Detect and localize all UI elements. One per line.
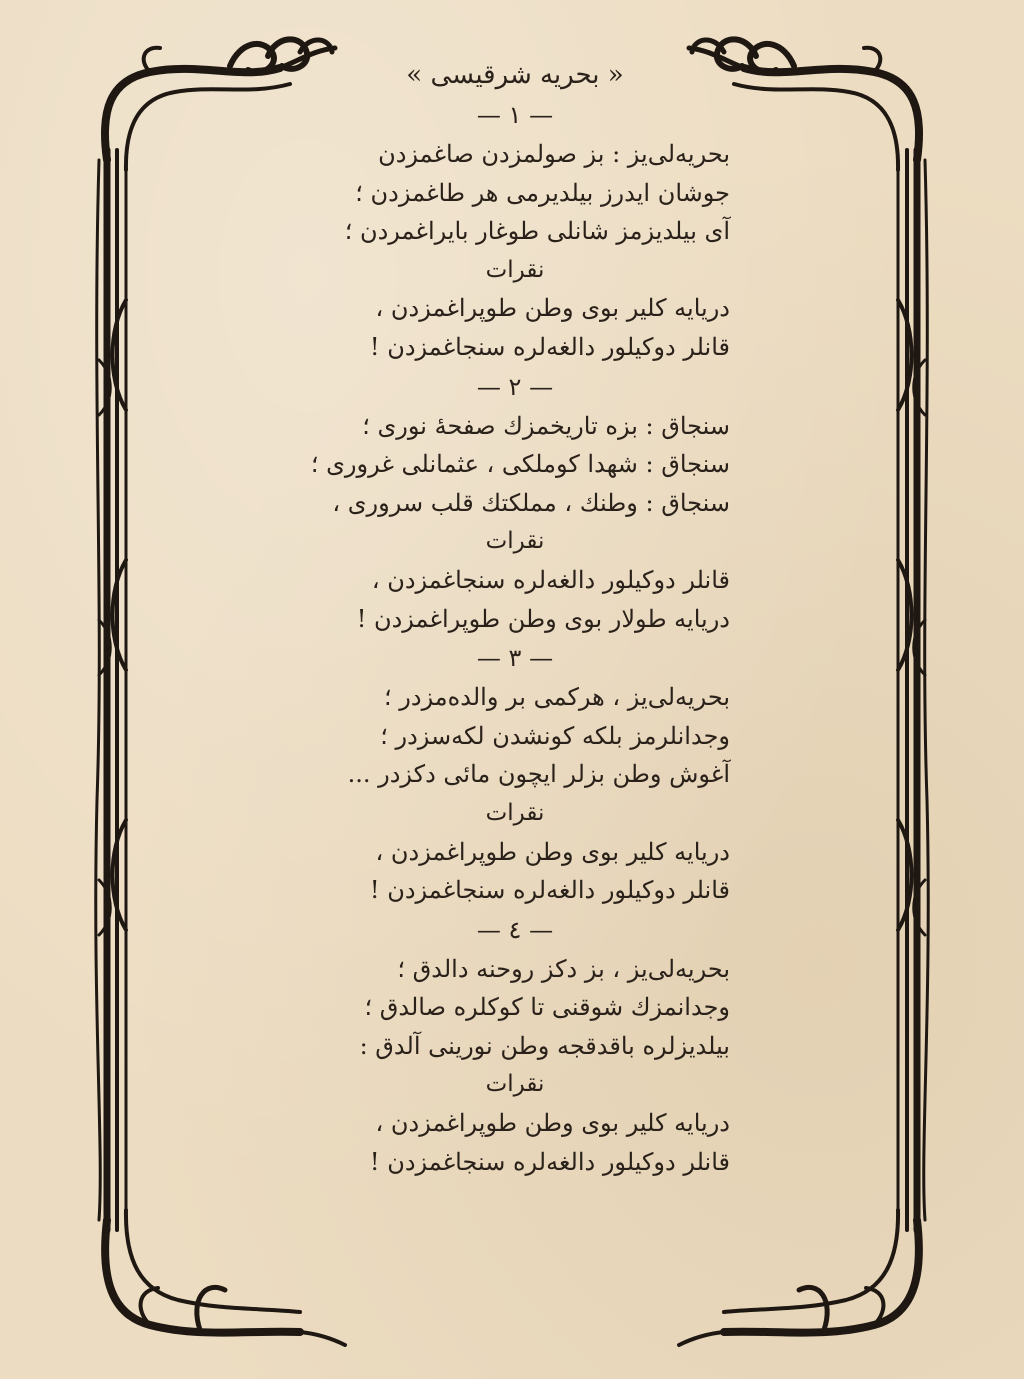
corner-ornament-bottom-right (679, 1210, 919, 1345)
verse-line: جوشان ایدرز بیلدیرمی هر طاغمزدن ؛ (355, 178, 730, 207)
refrain-line: قانلر دوکیلور دالغه‌لره سنجاغمزدن ! (369, 876, 730, 905)
right-border-band (898, 150, 928, 1230)
stanza-number: — ١ — (476, 101, 554, 129)
corner-ornament-bottom-left (105, 1210, 345, 1345)
refrain-line: قانلر دوکیلور دالغه‌لره سنجاغمزدن ! (369, 1147, 730, 1176)
stanza-number: — ٣ — (476, 644, 554, 673)
refrain-line: قانلر دوکیلور دالغه‌لره سنجاغمزدن ! (369, 332, 730, 361)
verse-line: آغوش وطن بزلر ایچون مائی دکزدر ... (347, 760, 730, 789)
verse-line: سنجاق : شهدا کوملکی ، عثمانلی غروری ؛ (310, 450, 730, 479)
stanza-number: — ٤ — (476, 915, 554, 944)
verse-line: سنجاق : بزه تاریخمزك صفحهٔ نوری ؛ (362, 411, 730, 440)
verse-line: بحریه‌لی‌یز : بز صولمزدن صاغمزدن (378, 140, 730, 168)
verse-line: وجدانمزك شوقنی تا کوکلره صالدق ؛ (364, 993, 730, 1022)
left-border-band (96, 150, 126, 1230)
stanza (300, 638, 730, 910)
verse-line: وجدانلرمز بلکه کونشدن لکه‌سزدر ؛ (380, 721, 730, 750)
verse-line: آی بیلدیزمز شانلی طوغار بایراغمردن ؛ (344, 217, 730, 246)
page-title: « بحریه شرقیسی » (406, 60, 624, 90)
verse-line: بحریه‌لی‌یز ، هرکمی بر والده‌مزدر ؛ (384, 683, 730, 712)
refrain-label: نقرات (485, 799, 545, 826)
refrain-label: نقرات (485, 1071, 545, 1098)
refrain-label: نقرات (485, 528, 545, 555)
refrain-line: دریایه کلیر بوی وطن طوپراغمزدن ، (375, 1109, 730, 1138)
stanza (300, 910, 730, 1182)
stanza (300, 367, 730, 639)
stanza-number: — ٢ — (476, 372, 554, 401)
refrain-line: دریایه کلیر بوی وطن طوپراغمزدن ، (375, 837, 730, 866)
refrain-line: دریایه کلیر بوی وطن طوپراغمزدن ، (375, 294, 730, 323)
stanza (300, 95, 730, 367)
verse-line: بحریه‌لی‌یز ، بز دکز روحنه دالدق ؛ (397, 954, 730, 983)
verse-line: بیلدیزلره باقدقجه وطن نورینی آلدق : (359, 1031, 730, 1060)
verse-line: سنجاق : وطنك ، مملکتك قلب سروری ، (332, 488, 730, 517)
poem (300, 55, 730, 1181)
refrain-line: قانلر دوکیلور دالغه‌لره سنجاغمزدن ، (371, 565, 730, 594)
refrain-line: دریایه طولار بوی وطن طوپراغمزدن ! (356, 604, 730, 633)
refrain-label: نقرات (485, 256, 545, 283)
